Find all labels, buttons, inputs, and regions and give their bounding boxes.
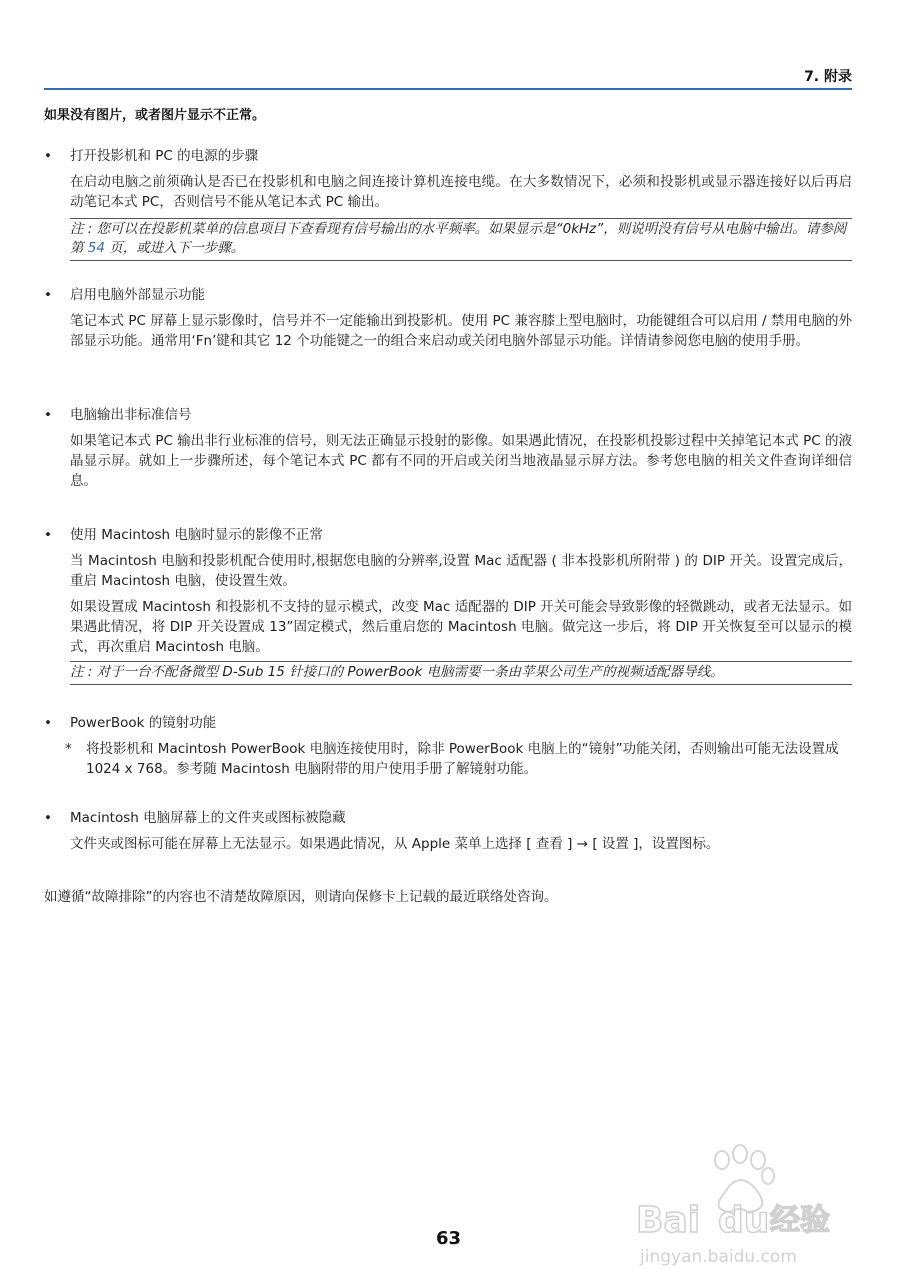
note-box <box>70 218 852 261</box>
heading-text: 电脑输出非标准信号 <box>70 407 192 423</box>
bullet-dot: • <box>44 527 52 543</box>
note-box <box>70 661 852 685</box>
heading-text: PowerBook 的镜射功能 <box>70 715 217 731</box>
baidu-jingyan-watermark-logo <box>630 1140 860 1270</box>
svg-text:Bai: Bai <box>636 1200 701 1241</box>
section-powerbook-mirroring <box>44 713 852 779</box>
bullet-dot: • <box>44 810 52 826</box>
heading-text: 启用电脑外部显示功能 <box>70 287 205 303</box>
bullet-heading <box>44 405 852 425</box>
heading-text: 打开投影机和 PC 的电源的步骤 <box>70 148 259 164</box>
chapter-label: 7. 附录 <box>804 69 852 85</box>
footnote-item <box>65 739 852 779</box>
heading-text: Macintosh 电脑屏幕上的文件夹或图标被隐藏 <box>70 810 346 826</box>
section-external-display <box>44 285 852 351</box>
paragraph: 笔记本式 PC 屏幕上显示影像时，信号并不一定能输出到投影机。使用 PC 兼容膝上型电脑时，功能键组合可以启用 / 禁用电脑的外部显示功能。通常用‘Fn’键和其它 12 个功能键之一的组合来启动或关闭电脑外部显示功能。详情请参阅您电脑的使用手册。 <box>70 313 852 349</box>
paragraph: 在启动电脑之前须确认是否已在投影机和电脑之间连接计算机连接电缆。在大多数情况下，必须和投影机或显示器连接好以后再启动笔记本式 PC，否则信号不能从笔记本式 PC 输出。 <box>70 174 852 210</box>
section-power-on <box>44 146 852 261</box>
note-text-end: 页，或进入下一步骤。 <box>104 240 245 256</box>
footnote-text: 将投影机和 Macintosh PowerBook 电脑连接使用时，除非 PowerBook 电脑上的“镜射”功能关闭，否则输出可能无法设置成 1024 x 768。参考随 Macintosh 电脑附带的用户使用手册了解镜射功能。 <box>86 741 839 777</box>
bullet-heading <box>44 808 852 828</box>
bullet-heading <box>44 713 852 733</box>
page-reference-link[interactable]: 54 <box>87 240 105 256</box>
svg-text:jingyan.baidu.com: jingyan.baidu.com <box>640 1247 797 1267</box>
closing-paragraph: 如遵循“故障排除”的内容也不清楚故障原因，则请向保修卡上记载的最近联络处咨询。 <box>44 889 558 905</box>
note-text: 注 : 您可以在投影机菜单的信息项目下查看现有信号输出的水平频率。如果显示是“0kHz”，则说明没有信号从电脑中输出。请参阅第 <box>70 221 847 256</box>
heading-text: 使用 Macintosh 电脑时显示的影像不正常 <box>70 527 323 543</box>
paragraph: 文件夹或图标可能在屏幕上无法显示。如果遇此情况，从 Apple 菜单上选择 [ 查看 ] → [ 设置 ]，设置图标。 <box>70 836 720 852</box>
bullet-heading <box>44 146 852 166</box>
svg-text:du: du <box>718 1200 770 1241</box>
paragraph: 如果设置成 Macintosh 和投影机不支持的显示模式，改变 Mac 适配器的 DIP 开关可能会导致影像的轻微跳动，或者无法显示。如果遇此情况，将 DIP 开关设置成 13”固定模式，然后重启您的 Macintosh 电脑。做完这一步后，将 DIP 开关恢复至可以显示的模式，再次重启 Macintosh 电脑。 <box>70 599 852 655</box>
bullet-dot: • <box>44 148 52 164</box>
bullet-dot: • <box>44 715 52 731</box>
section-macintosh-display <box>44 525 852 685</box>
svg-text:经验: 经验 <box>770 1203 830 1238</box>
bullet-dot: • <box>44 287 52 303</box>
paragraph: 如果笔记本式 PC 输出非行业标准的信号，则无法正确显示投射的影像。如果遇此情况，在投影机投影过程中关掉笔记本式 PC 的液晶显示屏。就如上一步骤所述，每个笔记本式 PC 都有不同的开启或关闭当地液晶显示屏方法。参考您电脑的相关文件查询详细信息。 <box>70 433 852 489</box>
bullet-heading <box>44 525 852 545</box>
asterisk-mark: * <box>65 741 72 757</box>
page-header <box>44 66 852 90</box>
paragraph: 当 Macintosh 电脑和投影机配合使用时,根据您电脑的分辨率,设置 Mac 适配器 ( 非本投影机所附带 ) 的 DIP 开关。设置完成后，重启 Macintosh 电脑，使设置生效。 <box>70 553 852 589</box>
section-hidden-icons <box>44 808 852 854</box>
page-number: 63 <box>435 1228 462 1249</box>
bullet-heading <box>44 285 852 305</box>
bullet-dot: • <box>44 407 52 423</box>
page-title: 如果没有图片，或者图片显示不正常。 <box>44 108 266 123</box>
note-text: 注 : 对于一台不配备微型 D-Sub 15 针接口的 PowerBook 电脑需要一条由苹果公司生产的视频适配器导线。 <box>70 664 724 680</box>
section-nonstandard-signal <box>44 405 852 491</box>
